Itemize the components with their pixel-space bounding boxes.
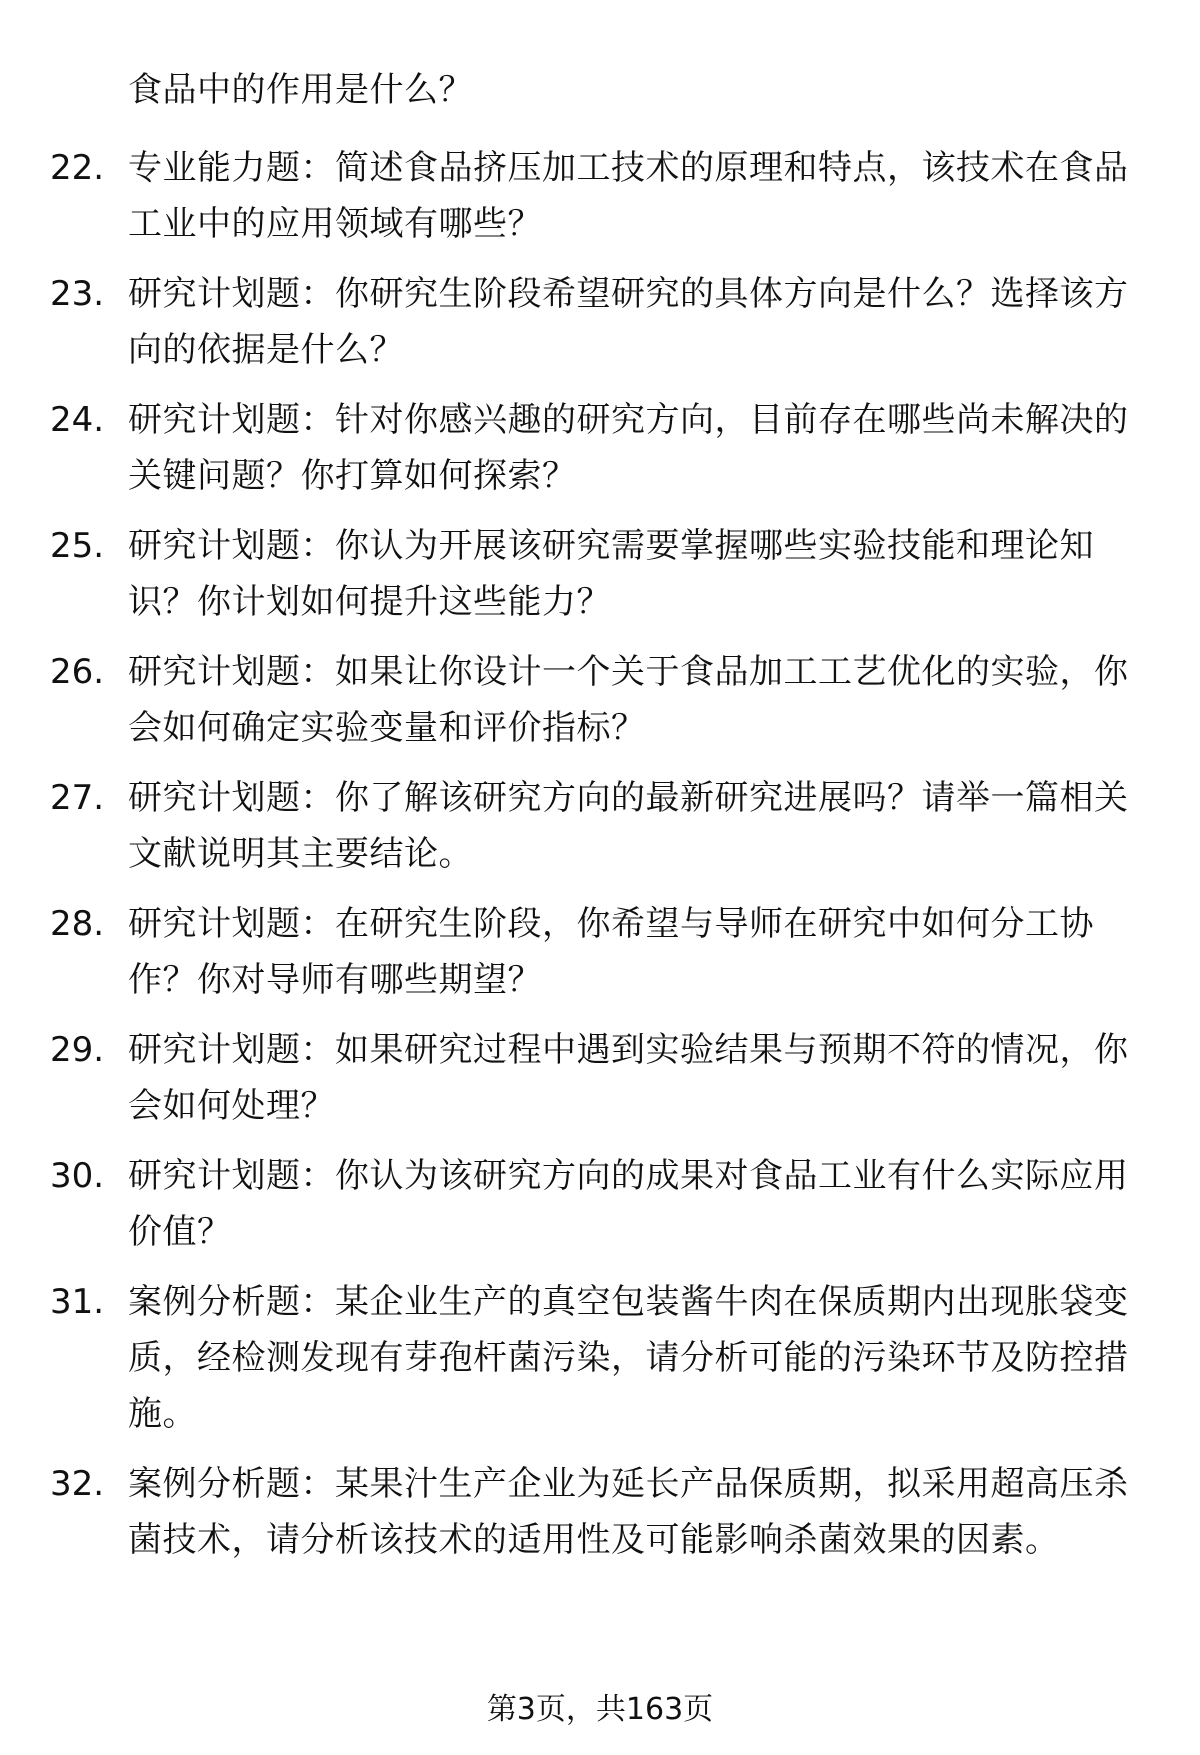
question-text: 研究计划题：你认为开展该研究需要掌握哪些实验技能和理论知识？你计划如何提升这些能力？ bbox=[128, 526, 1094, 622]
question-item bbox=[0, 770, 1200, 882]
question-number: 29. bbox=[50, 1030, 105, 1070]
question-number: 24. bbox=[50, 400, 105, 440]
question-number: 27. bbox=[50, 778, 105, 818]
question-item bbox=[0, 1456, 1200, 1568]
question-number: 28. bbox=[50, 904, 105, 944]
question-number: 26. bbox=[50, 652, 105, 692]
question-text: 研究计划题：你认为该研究方向的成果对食品工业有什么实际应用价值？ bbox=[128, 1156, 1129, 1252]
question-number: 23. bbox=[50, 274, 105, 314]
question-number: 32. bbox=[50, 1464, 105, 1504]
question-item bbox=[0, 896, 1200, 1008]
question-text: 研究计划题：在研究生阶段，你希望与导师在研究中如何分工协作？你对导师有哪些期望？ bbox=[128, 904, 1094, 1000]
question-item bbox=[0, 518, 1200, 630]
question-text: 案例分析题：某果汁生产企业为延长产品保质期，拟采用超高压杀菌技术，请分析该技术的适用性及可能影响杀菌效果的因素。 bbox=[128, 1464, 1129, 1560]
question-item bbox=[0, 644, 1200, 756]
question-number: 22. bbox=[50, 148, 105, 188]
question-text: 专业能力题：简述食品挤压加工技术的原理和特点，该技术在食品工业中的应用领域有哪些？ bbox=[128, 148, 1129, 244]
question-text: 研究计划题：针对你感兴趣的研究方向，目前存在哪些尚未解决的关键问题？你打算如何探索？ bbox=[128, 400, 1129, 496]
question-number: 30. bbox=[50, 1156, 105, 1196]
question-text: 案例分析题：某企业生产的真空包装酱牛肉在保质期内出现胀袋变质，经检测发现有芽孢杆菌污染，请分析可能的污染环节及防控措施。 bbox=[128, 1282, 1129, 1434]
question-item bbox=[0, 392, 1200, 504]
question-item bbox=[0, 1022, 1200, 1134]
question-text: 研究计划题：你研究生阶段希望研究的具体方向是什么？选择该方向的依据是什么？ bbox=[128, 274, 1129, 370]
question-number: 31. bbox=[50, 1282, 105, 1322]
question-number: 25. bbox=[50, 526, 105, 566]
question-item bbox=[0, 266, 1200, 378]
question-list bbox=[0, 140, 1200, 1582]
question-text: 研究计划题：如果让你设计一个关于食品加工工艺优化的实验，你会如何确定实验变量和评价指标？ bbox=[128, 652, 1129, 748]
question-text: 研究计划题：如果研究过程中遇到实验结果与预期不符的情况，你会如何处理？ bbox=[128, 1030, 1129, 1126]
question-item bbox=[0, 140, 1200, 252]
page-footer: 第3页，共163页 bbox=[486, 1692, 714, 1727]
question-item bbox=[0, 1148, 1200, 1260]
continued-question-text: 食品中的作用是什么？ bbox=[128, 70, 473, 110]
question-text: 研究计划题：你了解该研究方向的最新研究进展吗？请举一篇相关文献说明其主要结论。 bbox=[128, 778, 1129, 874]
question-item bbox=[0, 1274, 1200, 1442]
